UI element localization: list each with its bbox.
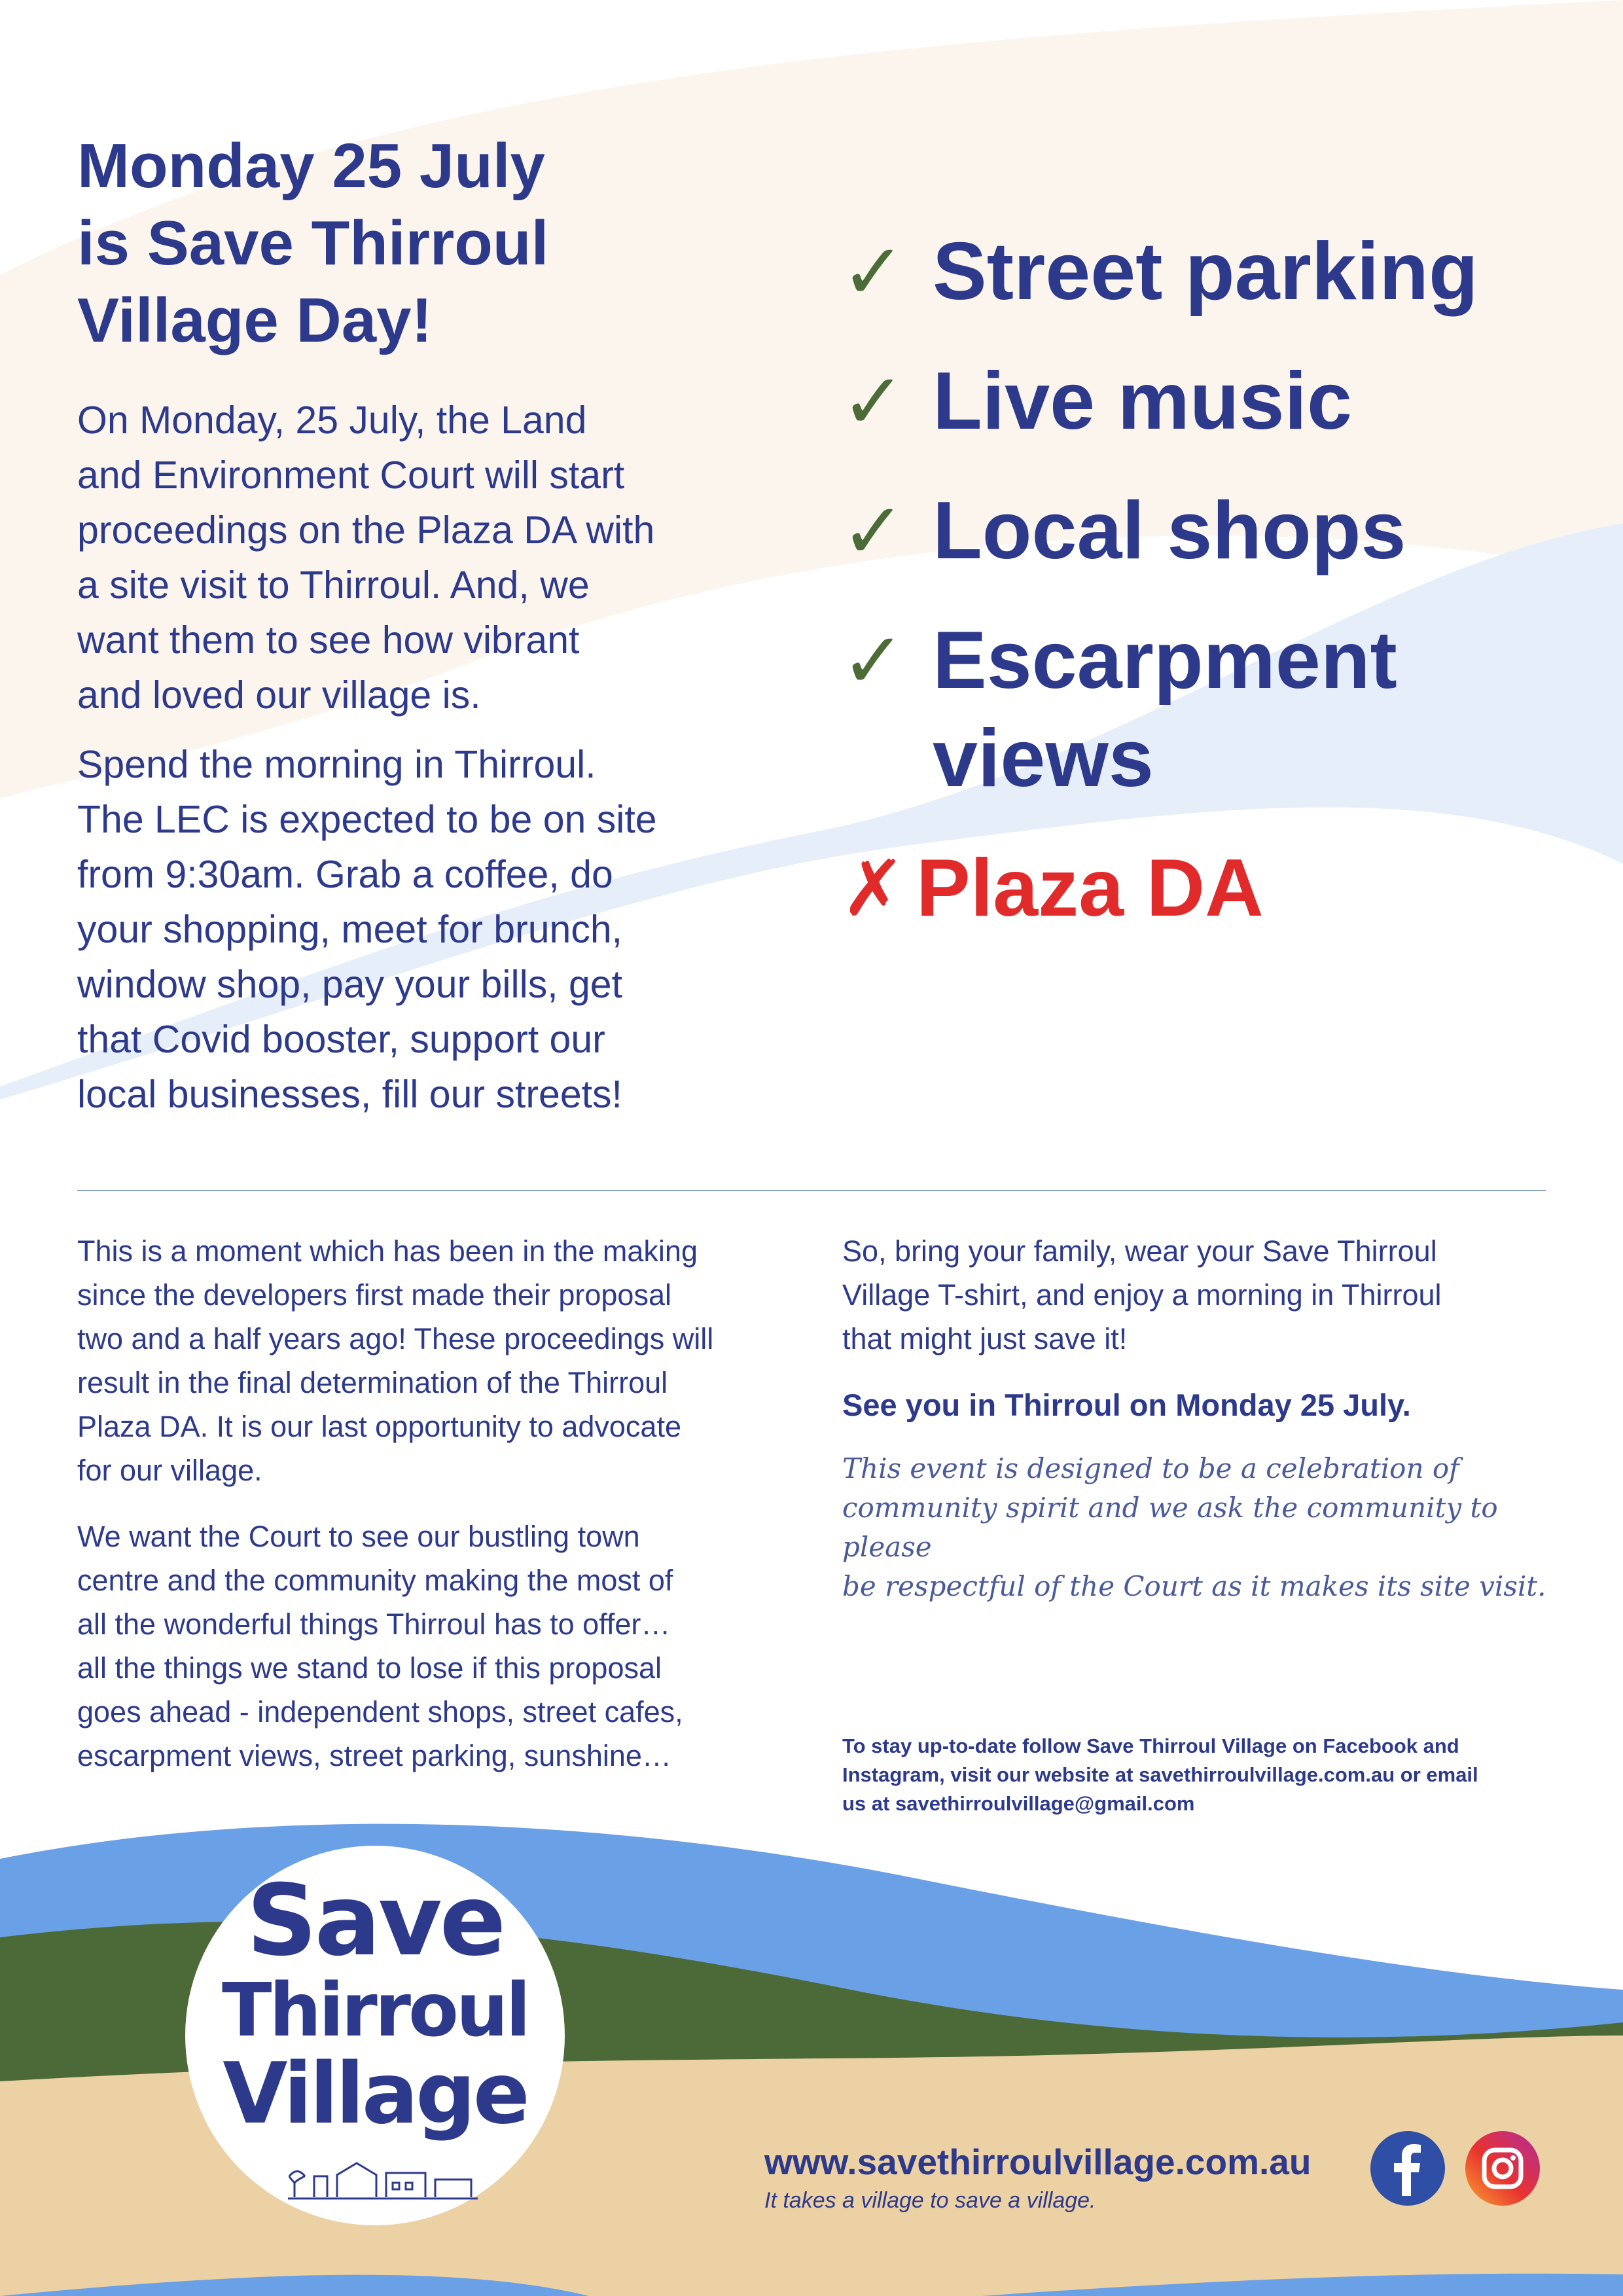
right-column (842, 1229, 1569, 1628)
left-paragraph-2: We want the Court to see our bustling town centre and the community making the most of all the wonderful things Thirroul has to offer… all the things we stand to lose if this proposal goes ahead - independent shops, street cafes, escarpment views, street parking, sunshine… (77, 1520, 683, 1772)
intro-text (77, 393, 797, 1136)
checklist-item-label: Local shops (933, 486, 1406, 576)
cross-icon: ✗ (841, 843, 906, 933)
check-icon: ✓ (841, 486, 906, 576)
checklist-item (841, 223, 1574, 321)
page-title: Monday 25 July is Save Thirroul Village Day! (77, 131, 549, 355)
website-link[interactable]: www.savethirroulvillage.com.au (764, 2142, 1311, 2182)
checklist-item (841, 611, 1574, 808)
right-callout: See you in Thirroul on Monday 25 July. (842, 1388, 1411, 1422)
checklist-item-rejected (841, 839, 1574, 937)
checklist-item-label: Escarpment views (933, 615, 1397, 804)
tagline: It takes a village to save a village. (764, 2188, 1096, 2213)
check-icon: ✓ (841, 356, 906, 446)
check-icon: ✓ (841, 615, 906, 706)
intro-paragraph-1: On Monday, 25 July, the Land and Environment Court will start proceedings on the Plaza DA with a site visit to Thirroul. And, we want them to see how vibrant and loved our village is. (77, 399, 655, 717)
check-icon: ✓ (841, 226, 906, 317)
village-skyline-icon (288, 2157, 478, 2202)
checklist-item-label: Plaza DA (916, 843, 1264, 933)
right-paragraph-1: So, bring your family, wear your Save Thirroul Village T-shirt, and enjoy a morning in Thirroul that might just save it! (842, 1234, 1442, 1355)
checklist (841, 223, 1574, 969)
checklist-item-label: Live music (933, 356, 1352, 446)
left-paragraph-1: This is a moment which has been in the making since the developers first made their proposal two and a half years ago! These proceedings will result in the final determination of the Thirroul Plaza DA. It is our last opportunity to advocate for our village. (77, 1234, 714, 1487)
intro-paragraph-2: Spend the morning in Thirroul. The LEC is expected to be on site from 9:30am. Grab a coffee, do your shopping, meet for brunch, window shop, pay your bills, get that Covid booster, support our local businesses, fill our streets! (77, 743, 657, 1116)
checklist-item (841, 482, 1574, 580)
instagram-icon[interactable] (1465, 2130, 1541, 2206)
facebook-icon[interactable] (1370, 2130, 1446, 2206)
left-column (77, 1229, 804, 1800)
follow-up-text: To stay up-to-date follow Save Thirroul Village on Facebook and Instagram, visit our website at savethirroulvillage.com.au or email us at savethirroulvillage@gmail.com (842, 1734, 1478, 1815)
right-note: This event is designed to be a celebration of community spirit and we ask the community to please be respectful of the Court as it makes its site visit. (842, 1452, 1546, 1602)
logo-line-3: Village (223, 2045, 527, 2143)
logo-line-1: Save (246, 1864, 504, 1978)
logo-line-2: Thirroul (221, 1968, 529, 2053)
checklist-item-label: Street parking (933, 226, 1478, 317)
checklist-item (841, 352, 1574, 450)
divider (77, 1190, 1546, 1191)
logo-wordmark (185, 1864, 565, 2143)
